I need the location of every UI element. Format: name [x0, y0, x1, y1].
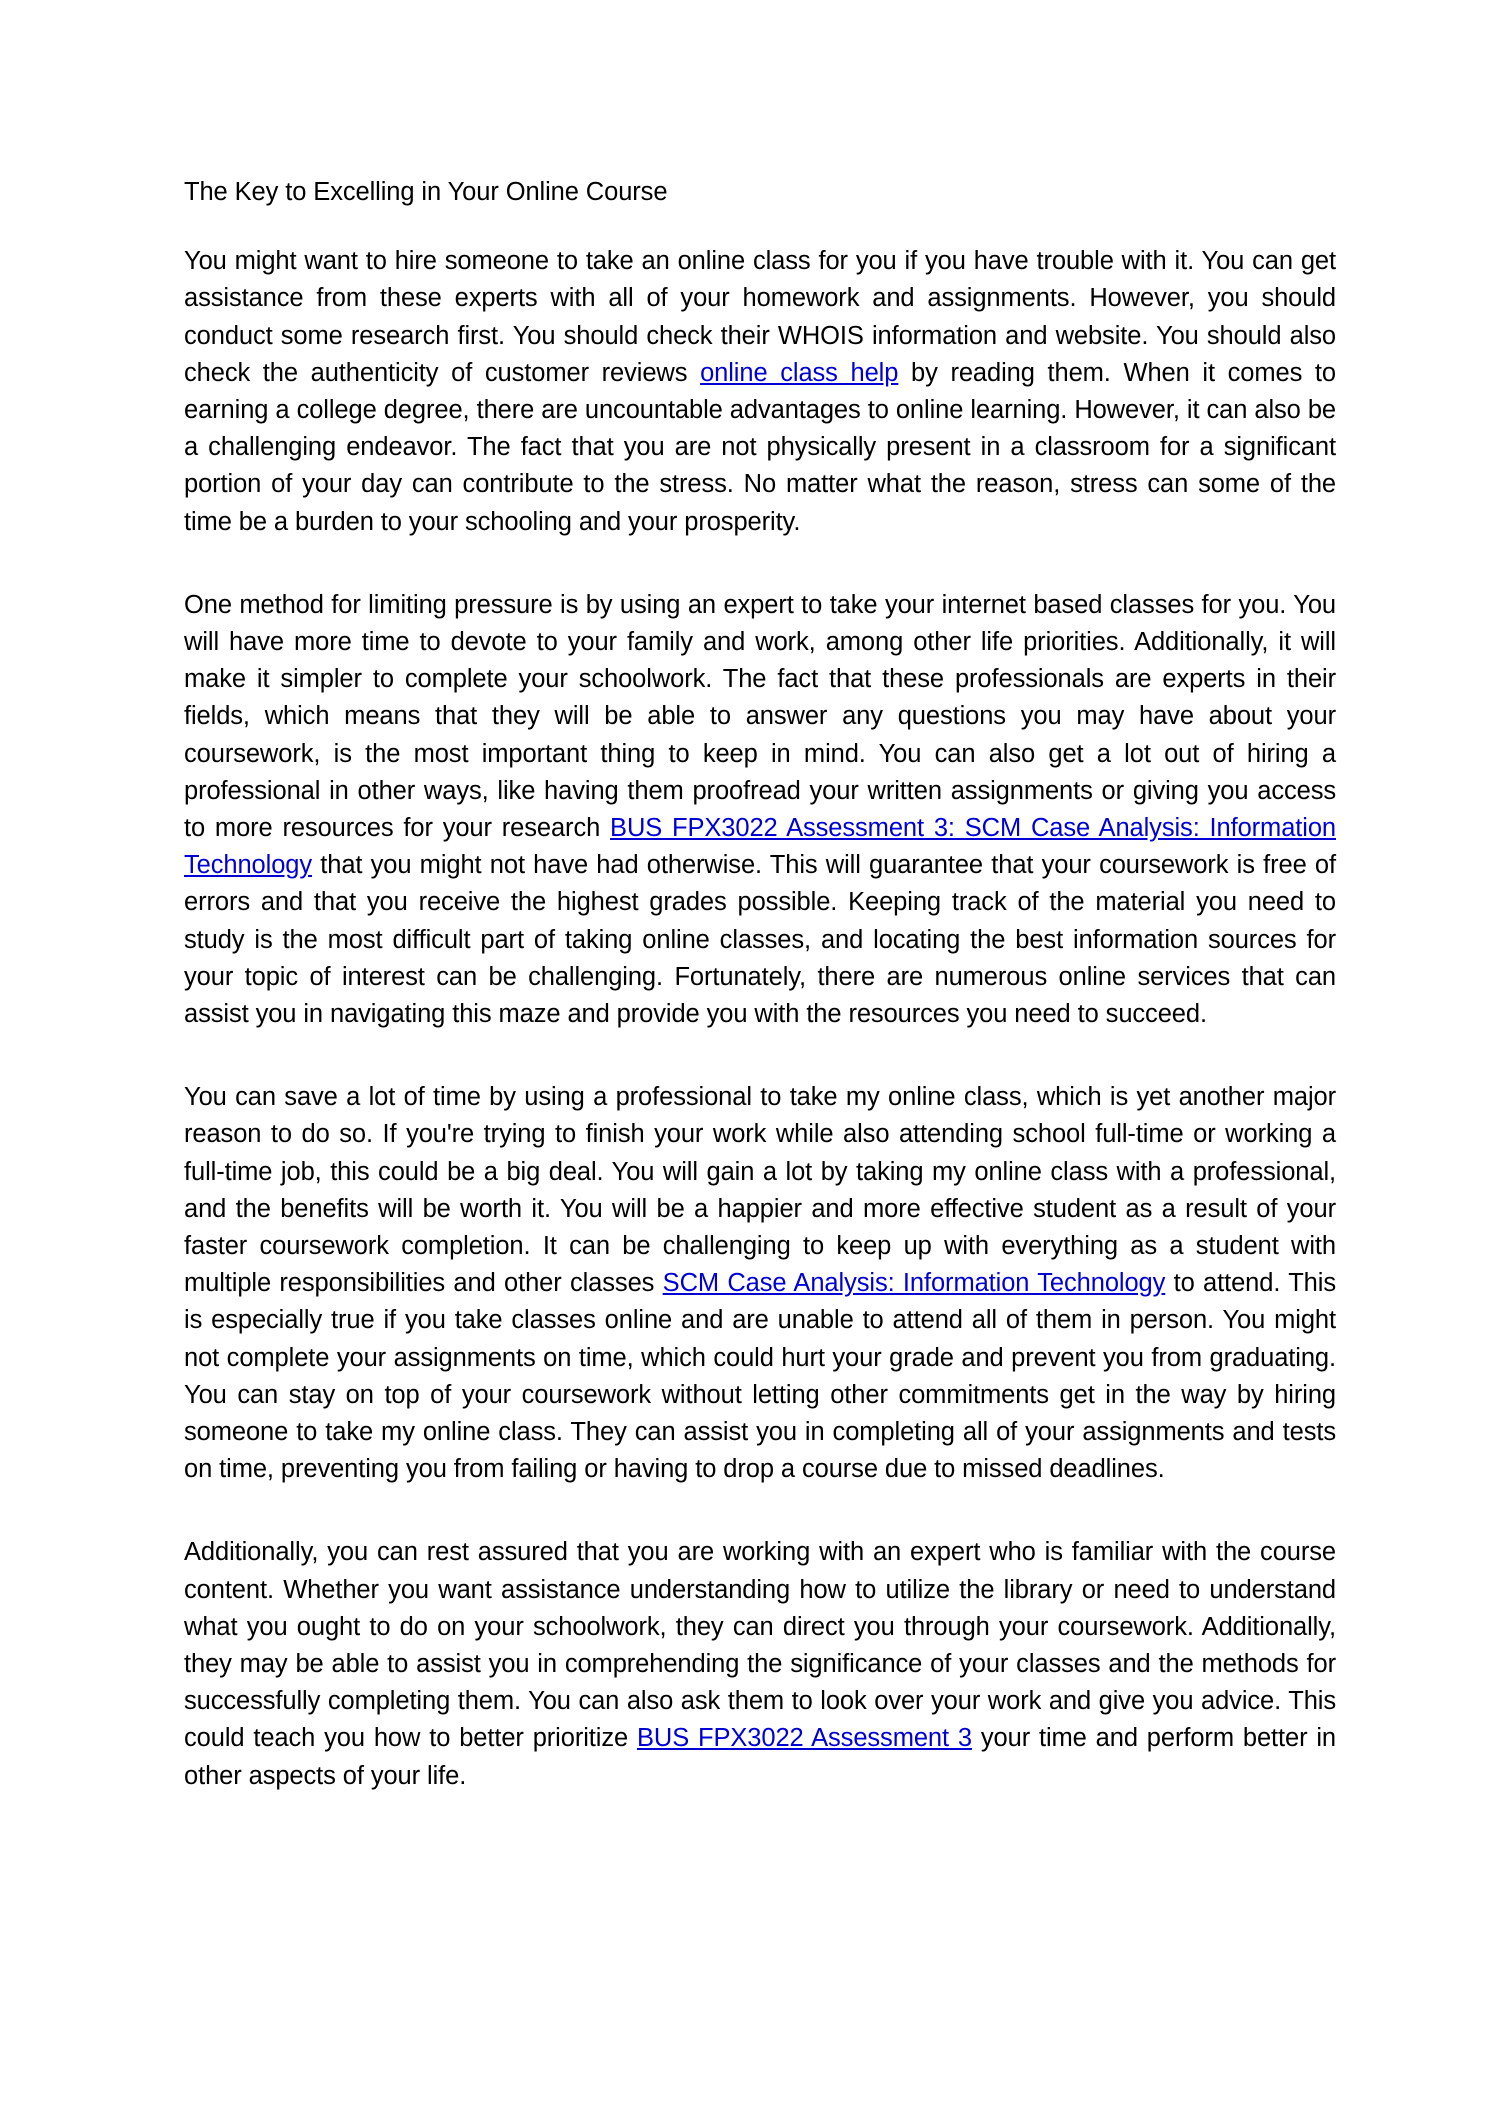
paragraph-text: by reading them. When it comes to earning a college degree, there are uncountable advantages to online learning. However, it can also be a challenging endeavor. The fact that you are not physically present in a classroom for a significant portion of your day can contribute to the stress. No matter what the reason, stress can some of the time be a burden to your schooling and your prosperity. — [184, 358, 1336, 536]
paragraph-4 — [184, 1534, 1336, 1794]
paragraph-text: to attend. This is especially true if you take classes online and are unable to attend all of them in person. You might not complete your assignments on time, which could hurt your grade and prevent you from graduating. You can stay on top of your coursework without letting other commitments get in the way by hiring someone to take my online class. They can assist you in completing all of your assignments and tests on time, preventing you from failing or having to drop a course due to missed deadlines. — [184, 1269, 1336, 1484]
paragraph-text: You can save a lot of time by using a professional to take my online class, which is yet another major reason to do so. If you're trying to finish your work while also attending school full-time or working a full-time job, this could be a big deal. You will gain a lot by taking my online class with a professional, and the benefits will be worth it. You will be a happier and more effective student as a result of your faster coursework completion. It can be challenging to keep up with everything as a student with multiple responsibilities and other classes — [184, 1083, 1336, 1298]
paragraph-text: Additionally, you can rest assured that you are working with an expert who is familiar with the course content. Whether you want assistance understanding how to utilize the library or need to understand what you ought to do on your schoolwork, they can direct you through your coursework. Additionally, they may be able to assist you in comprehending the significance of your classes and the methods for successfully completing them. You can also ask them to look over your work and give you advice. This could teach you how to better prioritize — [184, 1538, 1336, 1753]
paragraph-2 — [184, 587, 1336, 1033]
hyperlink[interactable]: BUS FPX3022 Assessment 3: SCM Case Analysis: Information Technology — [184, 813, 1336, 880]
hyperlink[interactable]: BUS FPX3022 Assessment 3 — [636, 1724, 972, 1753]
paragraph-text: One method for limiting pressure is by using an expert to take your internet based classes for you. You will have more time to devote to your family and work, among other life priorities. Additionally, it will make it simpler to complete your schoolwork. The fact that these professionals are experts in their fields, which means that they will be able to answer any questions you may have about your coursework, is the most important thing to keep in mind. You can also get a lot out of hiring a professional in other ways, like having them proofread your written assignments or giving you access to more resources for your research — [184, 590, 1336, 842]
paragraph-text: You might want to hire someone to take an online class for you if you have trouble with it. You can get assistance from these experts with all of your homework and assignments. However, you should conduct some research first. You should check their WHOIS information and website. You should also check the authenticity of customer reviews — [184, 247, 1336, 387]
document-title: The Key to Excelling in Your Online Course — [184, 178, 668, 206]
document-body — [184, 176, 1336, 1795]
paragraph-list — [184, 243, 1336, 1795]
paragraph-3 — [184, 1079, 1336, 1488]
paragraph-1 — [184, 243, 1336, 541]
paragraph-text: that you might not have had otherwise. This will guarantee that your coursework is free of errors and that you receive the highest grades possible. Keeping track of the material you need to study is the most difficult part of taking online classes, and locating the best information sources for your topic of interest can be challenging. Fortunately, there are numerous online services that can assist you in navigating this maze and provide you with the resources you need to succeed. — [184, 851, 1336, 1028]
paragraph-text: your time and perform better in other aspects of your life. — [184, 1724, 1337, 1790]
hyperlink[interactable]: online class help — [700, 358, 899, 387]
hyperlink[interactable]: SCM Case Analysis: Information Technology — [662, 1269, 1166, 1298]
